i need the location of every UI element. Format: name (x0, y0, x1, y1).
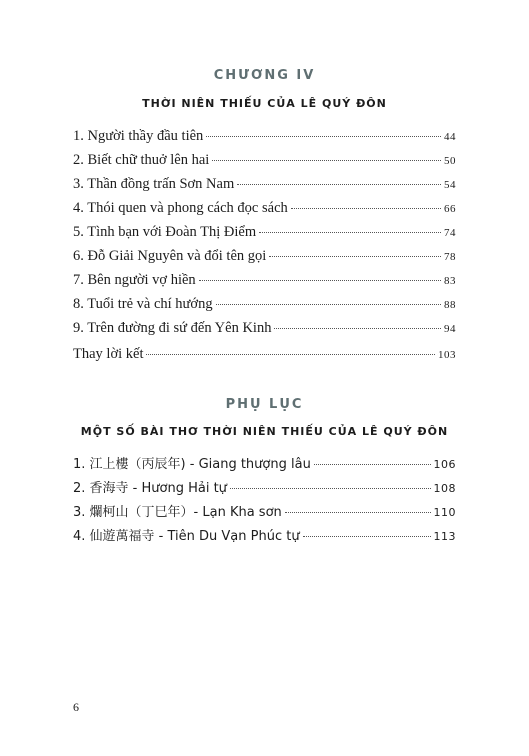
toc-entry-title: 2. 香海寺 - Hương Hải tự (73, 481, 227, 496)
toc-entry-title: 7. Bên người vợ hiền (73, 272, 196, 288)
toc-entry[interactable] (73, 176, 456, 200)
toc-entry[interactable] (73, 200, 456, 224)
toc-entry[interactable] (73, 320, 456, 344)
appendix-toc (73, 453, 456, 549)
toc-entry-title: 3. Thần đồng trấn Sơn Nam (73, 176, 235, 192)
toc-entry[interactable] (73, 525, 456, 549)
toc-entry-page: 66 (444, 203, 456, 215)
toc-entry[interactable] (73, 272, 456, 296)
toc-entry[interactable] (73, 152, 456, 176)
toc-entry[interactable] (73, 224, 456, 248)
toc-entry-page: 113 (433, 530, 456, 543)
toc-entry-title: 6. Đỗ Giải Nguyên và đổi tên gọi (73, 248, 267, 264)
leader-dots (285, 512, 431, 513)
toc-entry-title: 2. Biết chữ thuở lên hai (73, 152, 210, 168)
leader-dots (199, 280, 441, 281)
leader-dots (216, 304, 441, 305)
closing-toc (73, 346, 456, 370)
chapter-title: THỜI NIÊN THIẾU CỦA LÊ QUÝ ĐÔN (142, 97, 387, 110)
toc-entry-title: 9. Trên đường đi sứ đến Yên Kinh (73, 320, 272, 336)
appendix-label: PHỤ LỤC (225, 397, 304, 412)
leader-dots (146, 354, 435, 355)
leader-dots (269, 256, 441, 257)
toc-entry-page: 94 (444, 323, 456, 335)
leader-dots (237, 184, 441, 185)
toc-entry-page: 44 (444, 131, 456, 143)
leader-dots (230, 488, 431, 489)
leader-dots (206, 136, 441, 137)
leader-dots (259, 232, 441, 233)
chapter-label: CHƯƠNG IV (213, 68, 316, 83)
toc-entry[interactable] (73, 453, 456, 477)
toc-entry-page: 106 (433, 458, 456, 471)
toc-entry-page: 103 (438, 349, 456, 361)
toc-entry[interactable] (73, 248, 456, 272)
toc-entry-page: 54 (444, 179, 456, 191)
toc-entry[interactable] (73, 501, 456, 525)
toc-entry-title: 3. 爛柯山（丁巳年）- Lạn Kha sơn (73, 505, 282, 520)
toc-entry-page: 110 (433, 506, 456, 519)
toc-entry-title: Thay lời kết (73, 346, 144, 362)
toc-entry[interactable] (73, 296, 456, 320)
appendix-title: MỘT SỐ BÀI THƠ THỜI NIÊN THIẾU CỦA LÊ QUÝ ĐÔN (80, 425, 449, 438)
toc-entry-page: 83 (444, 275, 456, 287)
toc-entry-page: 108 (433, 482, 456, 495)
leader-dots (303, 536, 431, 537)
leader-dots (314, 464, 431, 465)
toc-entry-title: 4. 仙遊萬福寺 - Tiên Du Vạn Phúc tự (73, 529, 300, 544)
toc-entry-title: 1. Người thầy đầu tiên (73, 128, 204, 144)
page-number: 6 (73, 700, 79, 714)
toc-entry-title: 1. 江上樓（丙辰年) - Giang thượng lâu (73, 457, 311, 472)
toc-entry[interactable] (73, 477, 456, 501)
toc-entry[interactable] (73, 128, 456, 152)
toc-entry-page: 74 (444, 227, 456, 239)
toc-entry-page: 50 (444, 155, 456, 167)
toc-entry-title: 5. Tình bạn với Đoàn Thị Điểm (73, 224, 257, 240)
chapter-toc (73, 128, 456, 344)
toc-entry-title: 4. Thói quen và phong cách đọc sách (73, 200, 288, 216)
leader-dots (212, 160, 441, 161)
leader-dots (291, 208, 441, 209)
toc-entry-closing[interactable] (73, 346, 456, 370)
toc-entry-page: 88 (444, 299, 456, 311)
leader-dots (274, 328, 441, 329)
toc-entry-title: 8. Tuổi trẻ và chí hướng (73, 296, 213, 312)
toc-entry-page: 78 (444, 251, 456, 263)
